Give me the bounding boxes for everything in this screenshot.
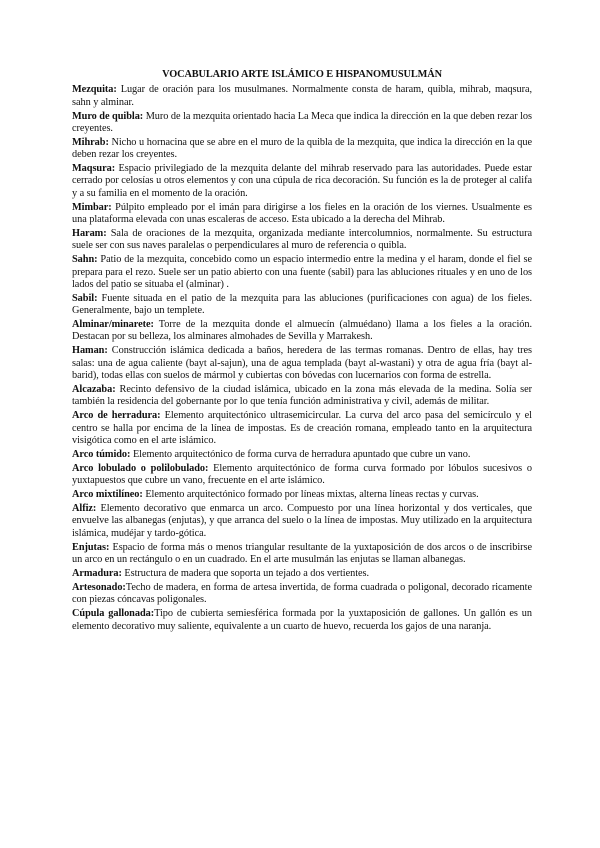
document-page [72, 69, 532, 635]
glossary-definition: Elemento arquitectónico de forma curva de herradura apuntado que cubre un vano. [130, 448, 471, 460]
glossary-definition: Construcción islámica dedicada a baños, heredera de las termas romanas. Dentro de ellas, hay tres salas: una de agua caliente (bayt al-sajun), una de agua templada (bayt al-wastani) y otra de agua fría (bayt al-barid), todas ellas con suelos de mármol y cubiertas con bóvedas con lucernarios con forma de estrella. [72, 345, 532, 382]
glossary-entry [72, 608, 532, 633]
glossary-entry [72, 503, 532, 540]
glossary-definition: Estructura de madera que soporta un tejado a dos vertientes. [121, 567, 370, 579]
glossary-term: Armadura: [72, 567, 122, 579]
glossary-entry [72, 345, 532, 382]
glossary-entry [72, 582, 532, 607]
glossary-definition: Elemento arquitectónico ultrasemicircular. La curva del arco pasa del semicírculo y el centro se halla por encima de la línea de impostas. Es de creación romana, empleado tanto en la arquitectura visigótica como en el arte islámico. [72, 410, 532, 446]
glossary-definition: Espacio de forma más o menos triangular resultante de la yuxtaposición de dos arcos o de inscribirse un arco en un rectángulo o en un cuadrado. En el arte musulmán las enjutas se llaman albanegas. [72, 541, 532, 565]
glossary-entry [72, 84, 532, 109]
glossary-definition: Púlpito empleado por el imán para dirigirse a los fieles en la oración de los viernes. Usualmente es una plataforma elevada con unas escaleras de acceso. Esta ubicado a la derecha del Mihrab. [72, 201, 532, 226]
glossary-definition: Espacio privilegiado de la mezquita delante del mihrab reservado para las autoridades. Puede estar cerrado por celosías u otros elementos y con una cúpula de rica decoración. Su función es la de proteger al califa y a su familia en el momento de la oración. [72, 163, 532, 199]
glossary-entry [72, 319, 532, 344]
glossary-term: Artesonado: [72, 581, 126, 593]
glossary-term: Muro de quibla: [72, 110, 144, 122]
glossary-term: Mezquita: [72, 84, 117, 96]
glossary-definition: Muro de la mezquita orientado hacia La Meca que indica la dirección en la que deben rezar los creyentes. [72, 110, 532, 134]
glossary-definition: Fuente situada en el patio de la mezquita para las abluciones (purificaciones con agua) de los fieles. Generalmente, bajo un templete. [72, 292, 532, 317]
glossary-term: Cúpula gallonada: [72, 608, 155, 620]
glossary-definition: Patio de la mezquita, concebido como un espacio intermedio entre la medina y el haram, donde el fiel se prepara para el rezo. Suele ser un patio abierto con una fuente (sabil) para las abluciones rituales y en uno de los lados del patio se situaba el (alminar) . [72, 254, 532, 290]
glossary-term: Arco lobulado o polilobulado: [72, 462, 209, 474]
glossary-term: Arco túmido: [72, 448, 131, 460]
glossary-entry [72, 111, 532, 136]
glossary-entry [72, 463, 532, 488]
glossary-term: Alcazaba: [72, 384, 116, 395]
glossary-definition: Techo de madera, en forma de artesa invertida, de forma cuadrada o poligonal, decorado ricamente con piezas cóncavas poligonales. [72, 581, 532, 606]
glossary-term: Maqsura: [72, 163, 116, 175]
glossary-entry [72, 410, 532, 447]
glossary-definition: Elemento decorativo que enmarca un arco. Compuesto por una línea horizontal y dos verticales, que envuelve las albanegas (enjutas), y que arranca del suelo o la línea de impostas. Muy utilizado en la arquitectura islámica, mudéjar y tardo-gótica. [72, 503, 532, 539]
glossary-definition: Tipo de cubierta semiesférica formada por la yuxtaposición de gallones. Un gallón es un elemento decorativo muy saliente, equivalente a un cuarto de huevo, recuerda los gajos de una naranja. [72, 608, 532, 632]
glossary-definition: Nicho u hornacina que se abre en el muro de la quibla de la mezquita, que indica la dirección en la que deben rezar los creyentes. [72, 136, 532, 161]
glossary-definition: Elemento arquitectónico formado por líneas mixtas, alterna líneas rectas y curvas. [142, 489, 479, 501]
glossary-entry [72, 568, 532, 580]
glossary-entry [72, 293, 532, 318]
glossary-term: Sahn: [72, 254, 98, 266]
glossary-definition: Recinto defensivo de la ciudad islámica, ubicado en la zona más elevada de la medina. Solía ser también la residencia del gobernante por lo que tenía función administrativa y civil, además de militar. [72, 384, 532, 408]
glossary-definition: Sala de oraciones de la mezquita, organizada mediante intercolumnios, normalmente. Su estructura suele ser con sus naves paralelas o perpendiculares al muro de referencia o quibla. [72, 228, 532, 252]
glossary-definition: Lugar de oración para los musulmanes. Normalmente consta de haram, quibla, mihrab, maqsura, sahn y alminar. [72, 84, 532, 108]
glossary-term: Arco mixtilíneo: [72, 489, 143, 501]
glossary-term: Mimbar: [72, 201, 112, 213]
glossary-entry [72, 228, 532, 253]
glossary-entry [72, 202, 532, 227]
glossary-entry [72, 137, 532, 162]
glossary-entry [72, 449, 532, 461]
glossary-entry [72, 384, 532, 409]
glossary-term: Mihrab: [72, 136, 109, 148]
glossary-list [72, 84, 532, 633]
glossary-term: Alminar/minarete: [72, 319, 154, 331]
glossary-entry [72, 489, 532, 501]
glossary-term: Haram: [72, 228, 107, 239]
glossary-term: Sabil: [72, 292, 98, 304]
glossary-term: Haman: [72, 345, 108, 357]
glossary-entry [72, 254, 532, 291]
glossary-definition: Elemento arquitectónico de forma curva formado por lóbulos sucesivos o yuxtapuestos que cubre un vano, frecuente en el arte islámico. [72, 462, 532, 487]
glossary-term: Arco de herradura: [72, 410, 161, 422]
glossary-definition: Torre de la mezquita donde el almuecín (almuédano) llama a los fieles a la oración. Destacan por su belleza, los alminares almohades de Sevilla y Marrakesh. [72, 319, 532, 343]
glossary-entry [72, 163, 532, 200]
glossary-entry [72, 542, 532, 567]
document-title: VOCABULARIO ARTE ISLÁMICO E HISPANOMUSULMÁN [162, 69, 442, 80]
glossary-term: Alfiz: [72, 503, 97, 515]
glossary-term: Enjutas: [72, 541, 110, 553]
